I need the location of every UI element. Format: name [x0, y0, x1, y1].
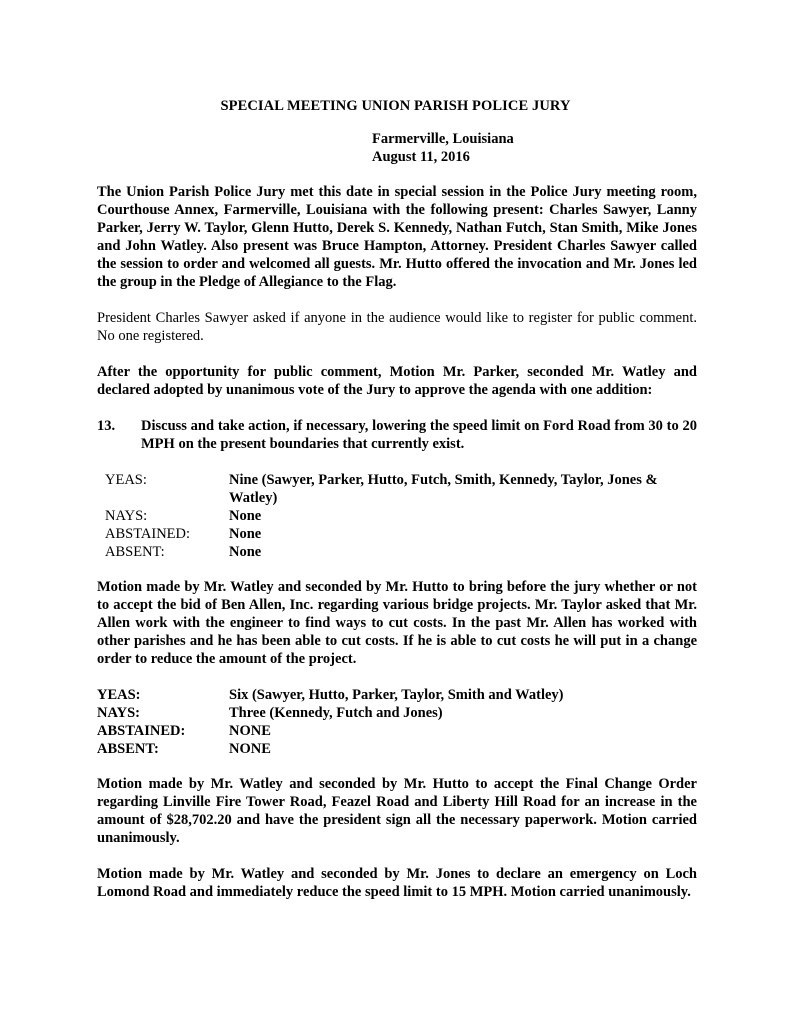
agenda-item-13	[97, 417, 697, 453]
agenda-item-text: Discuss and take action, if necessary, lowering the speed limit on Ford Road from 30 to 20 MPH on the present boundaries that currently exist.	[141, 418, 697, 452]
vote-value: None	[229, 526, 262, 542]
bid-motion-paragraph: Motion made by Mr. Watley and seconded by Mr. Hutto to bring before the jury whether or not to accept the bid of Ben Allen, Inc. regarding various bridge projects. Mr. Taylor asked that Mr. Allen work with the engineer to find ways to cut costs. In the past Mr. Allen has worked with other parishes and he has been able to cut costs. If he is able to cut costs he will put in a change order to reduce the amount of the project.	[97, 579, 697, 667]
vote-label: YEAS:	[105, 472, 147, 488]
vote-value: Six (Sawyer, Hutto, Parker, Taylor, Smith and Watley)	[229, 687, 564, 703]
dateline	[372, 130, 514, 166]
meeting-location: Farmerville, Louisiana	[372, 131, 514, 147]
vote-label: ABSTAINED:	[97, 723, 186, 739]
vote-row	[97, 686, 707, 704]
vote-label: ABSENT:	[105, 544, 165, 560]
vote-value: None	[229, 508, 262, 524]
vote-row	[97, 507, 707, 525]
vote-label: ABSENT:	[97, 741, 159, 757]
vote-label: NAYS:	[97, 705, 140, 721]
vote-label: ABSTAINED:	[105, 526, 191, 542]
vote-value: None	[229, 544, 262, 560]
emergency-paragraph: Motion made by Mr. Watley and seconded by Mr. Jones to declare an emergency on Loch Lomond Road and immediately reduce the speed limit to 15 MPH. Motion carried unanimously.	[97, 866, 697, 900]
vote-row	[97, 740, 707, 758]
agenda-item-number: 13.	[97, 418, 116, 434]
vote-value: Nine (Sawyer, Parker, Hutto, Futch, Smith, Kennedy, Taylor, Jones & Watley)	[229, 472, 658, 506]
vote-label: NAYS:	[105, 508, 148, 524]
vote-label: YEAS:	[97, 687, 141, 703]
vote-table-bid	[97, 686, 707, 758]
vote-row	[97, 471, 707, 507]
public-comment-paragraph: President Charles Sawyer asked if anyone in the audience would like to register for public comment. No one registered.	[97, 310, 697, 344]
vote-row	[97, 543, 707, 561]
meeting-date: August 11, 2016	[372, 149, 470, 165]
vote-row	[97, 525, 707, 543]
vote-table-agenda	[97, 471, 707, 561]
vote-value: Three (Kennedy, Futch and Jones)	[229, 705, 443, 721]
change-order-paragraph: Motion made by Mr. Watley and seconded by Mr. Hutto to accept the Final Change Order regarding Linville Fire Tower Road, Feazel Road and Liberty Hill Road for an increase in the amount of $28,702.20 and have the president sign all the necessary paperwork. Motion carried unanimously.	[97, 776, 697, 846]
document-title: SPECIAL MEETING UNION PARISH POLICE JURY	[220, 98, 571, 114]
vote-row	[97, 704, 707, 722]
attendance-paragraph: The Union Parish Police Jury met this date in special session in the Police Jury meeting room, Courthouse Annex, Farmerville, Louisiana with the following present: Charles Sawyer, Lanny Parker, Jerry W. Taylor, Glenn Hutto, Derek S. Kennedy, Nathan Futch, Stan Smith, Mike Jones and John Watley. Also present was Bruce Hampton, Attorney. President Charles Sawyer called the session to order and welcomed all guests. Mr. Hutto offered the invocation and Mr. Jones led the group in the Pledge of Allegiance to the Flag.	[97, 184, 697, 290]
vote-row	[97, 722, 707, 740]
vote-value: NONE	[229, 723, 271, 739]
vote-value: NONE	[229, 741, 271, 757]
agenda-paragraph: After the opportunity for public comment, Motion Mr. Parker, seconded Mr. Watley and declared adopted by unanimous vote of the Jury to approve the agenda with one addition:	[97, 364, 697, 398]
